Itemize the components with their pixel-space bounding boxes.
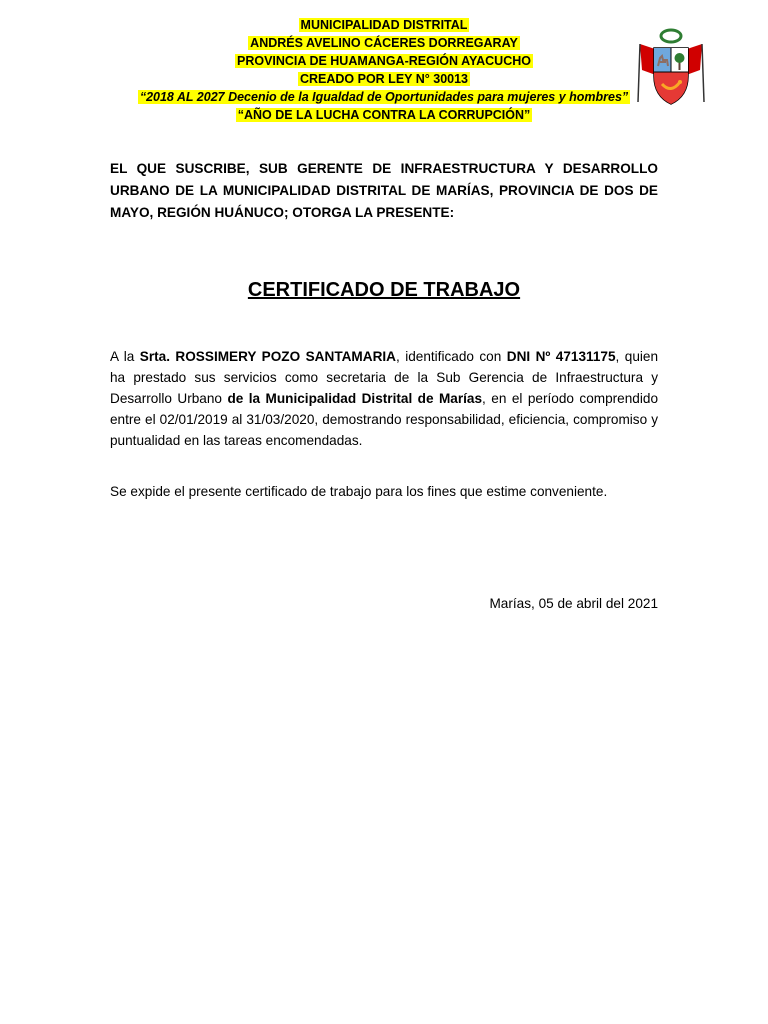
year-motto-line: “AÑO DE LA LUCHA CONTRA LA CORRUPCIÓN” [237,108,531,122]
employee-name: Srta. ROSSIMERY POZO SANTAMARIA [139,349,396,364]
issuer-statement: EL QUE SUSCRIBE, SUB GERENTE DE INFRAESTRUCTURA Y DESARROLLO URBANO DE LA MUNICIPALIDAD DISTRITAL DE MARÍAS, PROVINCIA DE DOS DE MAYO, REGIÓN HUÁNUCO; OTORGA LA PRESENTE: [110,161,658,220]
certificate-body: A la Srta. ROSSIMERY POZO SANTAMARIA, identificado con DNI Nº 47131175, quien ha prestado sus servicios como secretaria de la Sub Gerencia de Infraestructura y Desarrollo Urbano de la Municipalidad Distrital de Marías, en el período comprendido entre el 02/01/2019 al 31/03/2020, demostrando responsabilidad, eficiencia, compromiso y puntualidad en las tareas encomendadas. [110,349,659,448]
creation-law-line: CREADO POR LEY N° 30013 [299,72,469,86]
decade-motto-line: “2018 AL 2027 Decenio de la Igualdad de Oportunidades para mujeres y hombres” [139,90,629,104]
peru-coat-of-arms-icon [634,26,708,110]
document-title: CERTIFICADO DE TRABAJO [247,279,521,301]
employee-dni: DNI Nº 47131175 [506,349,616,364]
place-date: Marías, 05 de abril del 2021 [489,596,658,611]
purpose-statement: Se expide el presente certificado de trabajo para los fines que estime conveniente. [110,484,608,499]
municipality-reference: de la Municipalidad Distrital de Marías [227,391,483,406]
municipality-name-line1: MUNICIPALIDAD DISTRITAL [300,18,468,32]
province-region-line: PROVINCIA DE HUAMANGA-REGIÓN AYACUCHO [236,54,531,68]
municipality-name-line2: ANDRÉS AVELINO CÁCERES DORREGARAY [250,36,518,50]
letterhead [100,16,668,124]
